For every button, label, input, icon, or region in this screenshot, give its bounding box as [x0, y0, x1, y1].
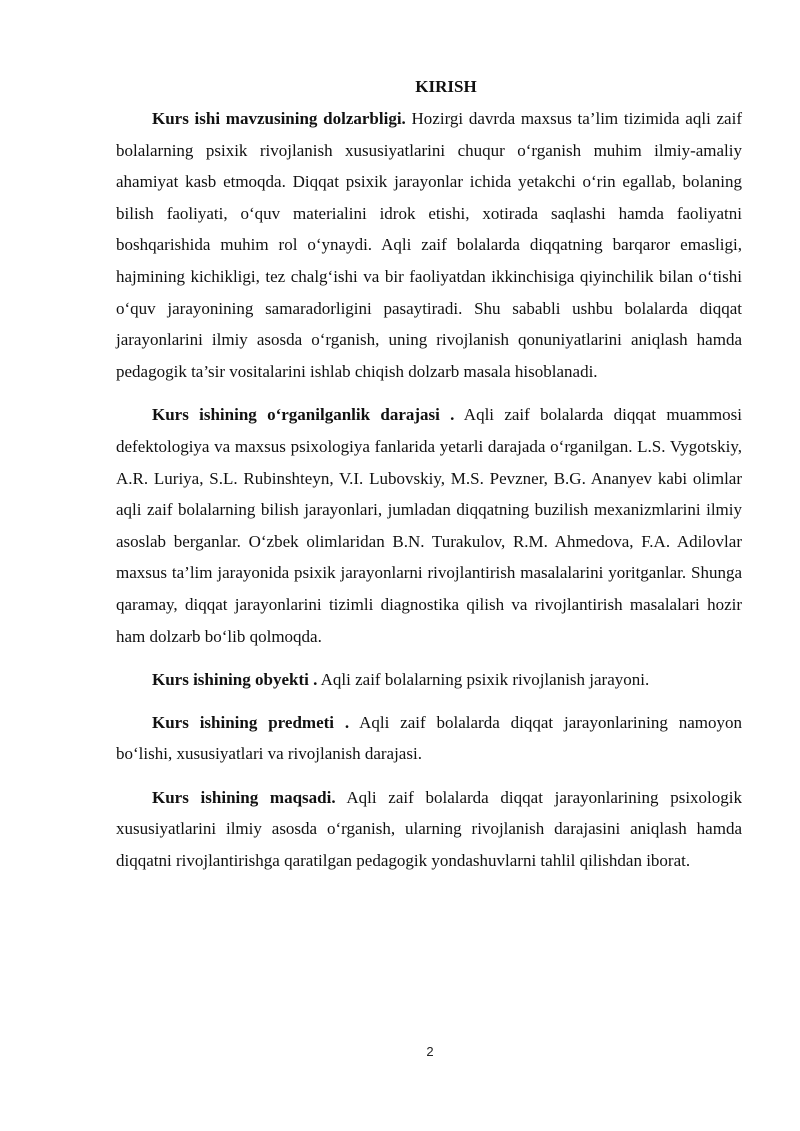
page-number: 2: [426, 1044, 434, 1059]
section-title: KIRISH: [415, 77, 477, 96]
paragraph-heading: Kurs ishi mavzusining dolzarbligi.: [152, 109, 406, 128]
paragraph-text: Aqli zaif bolalarning psixik rivojlanish jarayoni.: [317, 670, 650, 690]
paragraph-study-level: [116, 399, 742, 652]
paragraph-text: Aqli zaif bolalarda diqqat muammosi defektologiya va maxsus psixologiya fanlarida yetarli darajada o‘rganilgan. L.S. Vygotskiy, A.R. Luriya, S.L. Rubinshteyn, V.I. Lubovskiy, M.S. Pevzner, B.G. Ananyev kabi olimlar aqli zaif bolalarning bilish jarayonlari, jumladan diqqatning buzilish mexanizmlarini ilmiy asoslab berganlar. O‘zbek olimlaridan B.N. Turakulov, R.M. Ahmedova, F.A. Adilovlar maxsus ta’lim jarayonida psixik jarayonlarni rivojlantirish masalalarini yoritganlar. Shunga qaramay, diqqat jarayonlarini tizimli diagnostika qilish va rivojlantirish masalalari hozir ham dolzarb bo‘lib qolmoqda.: [116, 405, 742, 646]
paragraph-text: Aqli zaif bolalarda diqqat jarayonlarining namoyon bo‘lishi, xususiyatlari va rivojlanish darajasi.: [116, 712, 742, 764]
paragraph-subject: [116, 707, 742, 770]
paragraph-heading: Kurs ishining obyekti .: [152, 670, 318, 690]
page-content: [116, 72, 742, 889]
paragraph-text: Hozirgi davrda maxsus ta’lim tizimida aqli zaif bolalarning psixik rivojlanish xususiyatlarini chuqur o‘rganish muhim ilmiy-amaliy ahamiyat kasb etmoqda. Diqqat psixik jarayonlar ichida yetakchi o‘rin egallab, bolaning bilish faoliyati, o‘quv materialini idrok etishi, xotirada saqlashi hamda faoliyatni boshqarishida muhim rol o‘ynaydi. Aqli zaif bolalarda diqqatning barqaror emasligi, hajmining kichikligi, tez chalg‘ishi va bir faoliyatdan ikkinchisiga qiyinchilik bilan o‘tishi o‘quv jarayonining samaradorligini pasaytiradi. Shu sababli ushbu bolalarda diqqat jarayonlarini ilmiy asosda o‘rganish, uning rivojlanish qonuniyatlarini aniqlash hamda pedagogik ta’sir vositalarini ishlab chiqish dolzarb masala hisoblanadi.: [116, 109, 742, 381]
paragraph-relevance: [116, 103, 742, 387]
paragraph-goal: [116, 782, 742, 877]
paragraph-heading: Kurs ishining o‘rganilganlik darajasi .: [152, 405, 455, 425]
paragraph-heading: Kurs ishining maqsadi.: [152, 787, 336, 807]
paragraph-object: [116, 664, 742, 696]
paragraph-text: Aqli zaif bolalarda diqqat jarayonlarining psixologik xususiyatlarini ilmiy asosda o‘rganish, ularning rivojlanish darajasini aniqlash hamda diqqatni rivojlantirishga qaratilgan pedagogik yondashuvlarni tahlil qilishdan iborat.: [116, 787, 742, 871]
paragraph-heading: Kurs ishining predmeti .: [152, 712, 350, 732]
